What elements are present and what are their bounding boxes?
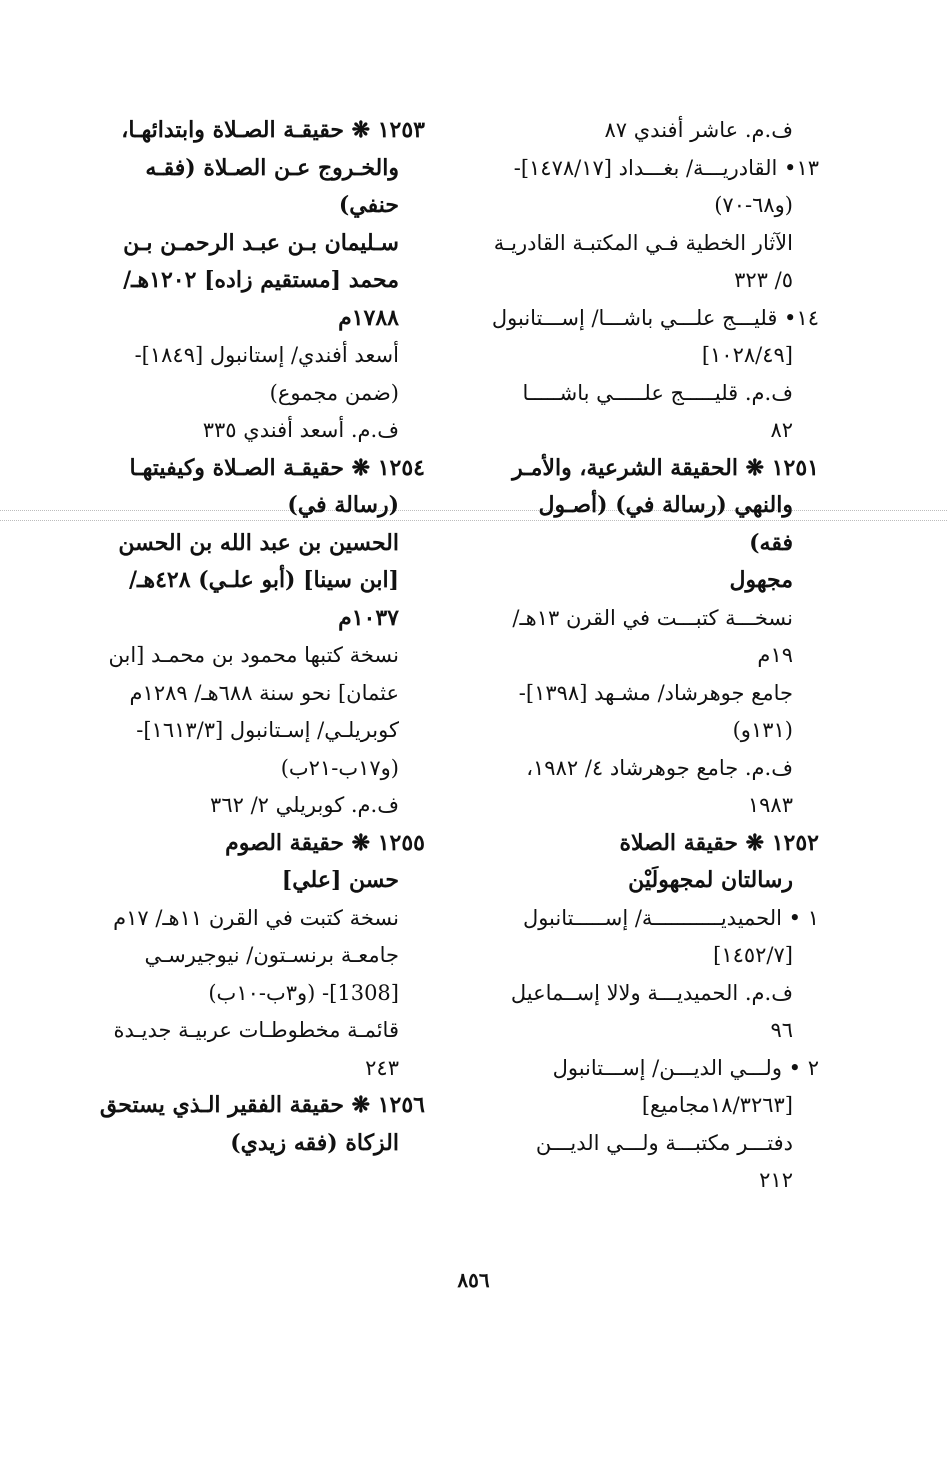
entry-text-line: [١٠٢٨/٤٩] [701, 343, 793, 367]
entry-heading-line: ١٢٥٥ ❋ حقيقة الصوم [225, 829, 425, 856]
entry-heading-line: سـليمان بـن عبـد الرحمـن بـن [123, 229, 399, 256]
entry-text-line: ف.م. قليـــــج علـــــي باشـــــا [522, 380, 793, 405]
entry-text-line: ف.م. أسعد أفندي ٣٣٥ [202, 418, 399, 442]
entry-text-line: (و٦٨-٧٠) [714, 193, 793, 217]
entry-text-line: كوبريلـي/ إسـتانبول [١٦١٣/٣]- [136, 718, 399, 742]
entry-heading-line: والنهي (رسالة في) (أصـول [538, 492, 793, 518]
entry-heading-line: الزكاة (فقه زيدي) [230, 1129, 399, 1156]
entry-heading-line: ١٠٣٧م [338, 604, 399, 631]
entry-text-line: ١ • الحميديـــــــــــة/ إســـــتانبول [522, 905, 819, 930]
right-column [489, 112, 819, 1200]
entry-text-line: ٥/ ٣٢٣ [734, 268, 793, 292]
entry-heading-line: ١٢٥١ ❋ الحقيقة الشرعية، والأمـر [512, 454, 819, 481]
entry-text-line: ٢ • ولـــي الديـــن/ إســـتانبول [552, 1055, 819, 1080]
entry-heading-line: فقه) [749, 529, 793, 556]
entry-text-line: نسخة كتبت في القرن ١١هـ/ ١٧م [113, 905, 399, 930]
entry-text-line: عثمان] نحو سنة ٦٨٨هـ/ ١٢٨٩م [129, 680, 399, 705]
entry-text-line: ٢٤٣ [365, 1055, 399, 1080]
entry-heading-line: ١٢٥٦ ❋ حقيقة الفقير الـذي يستحق [99, 1092, 425, 1118]
entry-text-line: ف.م. الحميديـــة ولالا إســماعيل [510, 980, 793, 1005]
entry-text-line: ٢١٢ [759, 1168, 793, 1192]
left-column [95, 112, 425, 1162]
entry-heading-line: ١٢٥٣ ❋ حقيقـة الصـلاة وابتدائهـا، [121, 117, 425, 143]
entry-heading-line: حنفي) [338, 192, 399, 218]
entry-text-line: أسعد أفندي/ إستانبول [١٨٤٩]- [134, 343, 399, 367]
page-number: ٨٥٦ [457, 1268, 490, 1292]
entry-heading-line: والخـروج عـن الصـلاة (فقـه [145, 154, 399, 181]
entry-text-line: (١٣١و) [732, 718, 793, 742]
entry-text-line: [١٤٥٢/٧] [713, 943, 793, 967]
entry-text-line: ف.م. عاشر أفندي ٨٧ [604, 118, 793, 142]
entry-text-line: ف.م. كوبريلي ٢/ ٣٦٢ [210, 793, 399, 817]
entry-heading-line: [ابن سينا] (أبو علـي) ٤٢٨هـ/ [128, 567, 399, 593]
entry-text-line: (و١٧ب-٢١ب) [280, 755, 399, 780]
entry-text-line: نسخـــة كتبـــت في القرن ١٣هـ/ [512, 605, 793, 630]
entry-text-line: نسخة كتبها محمود بن محمـد [ابن [108, 643, 399, 667]
entry-heading-line: ١٢٥٤ ❋ حقيقـة الصـلاة وكيفيتهـا [129, 454, 425, 481]
entry-text-line: [1308]- (و٣ب-١٠ب) [208, 980, 399, 1005]
entry-text-line: دفتـــر مكتبـــة ولـــي الديـــن [535, 1130, 793, 1155]
entry-text-line: ٨٢ [770, 418, 793, 442]
entry-heading-line: ١٧٨٨م [338, 304, 399, 331]
entry-text-line: ١٣• القادريـــة/ بغـــداد [١٤٧٨/١٧]- [513, 155, 819, 180]
entry-heading-line: حسن [علي] [281, 867, 399, 893]
entry-heading-line: ١٢٥٢ ❋ حقيقة الصلاة [619, 829, 819, 856]
entry-text-line: ١٩م [757, 643, 793, 667]
entry-text-line: ١٩٨٣ [747, 793, 793, 817]
entry-text-line: ١٤• قليـــج علـــي باشـــا/ إســـتانبول [491, 305, 819, 330]
entry-text-line: [١٨/٣٢٦٣مجاميع] [641, 1093, 793, 1117]
entry-heading-line: الحسين بن عبد الله بن الحسن [118, 529, 399, 556]
entry-text-line: قائمـة مخطوطـات عربيـة جديـدة [113, 1018, 399, 1042]
entry-text-line: جامعـة برنسـتون/ نيوجيرسـي [144, 943, 399, 967]
entry-heading-line: (رسالة في) [287, 492, 399, 518]
entry-text-line: جامع جوهرشاد/ مشـهد [١٣٩٨]- [518, 680, 793, 705]
entry-text-line: (ضمن مجموع) [269, 380, 399, 405]
entry-text-line: ٩٦ [770, 1018, 793, 1042]
entry-text-line: ف.م. جامع جوهرشاد ٤/ ١٩٨٢، [526, 755, 793, 780]
entry-text-line: الآثار الخطية فـي المكتبـة القادريـة [493, 230, 793, 255]
entry-heading-line: رسالتان لمجهولَيْن [628, 867, 793, 893]
entry-heading-line: مجهول [729, 567, 793, 593]
entry-heading-line: محمد [مستقيم زاده] ١٢٠٢هـ/ [123, 267, 399, 293]
